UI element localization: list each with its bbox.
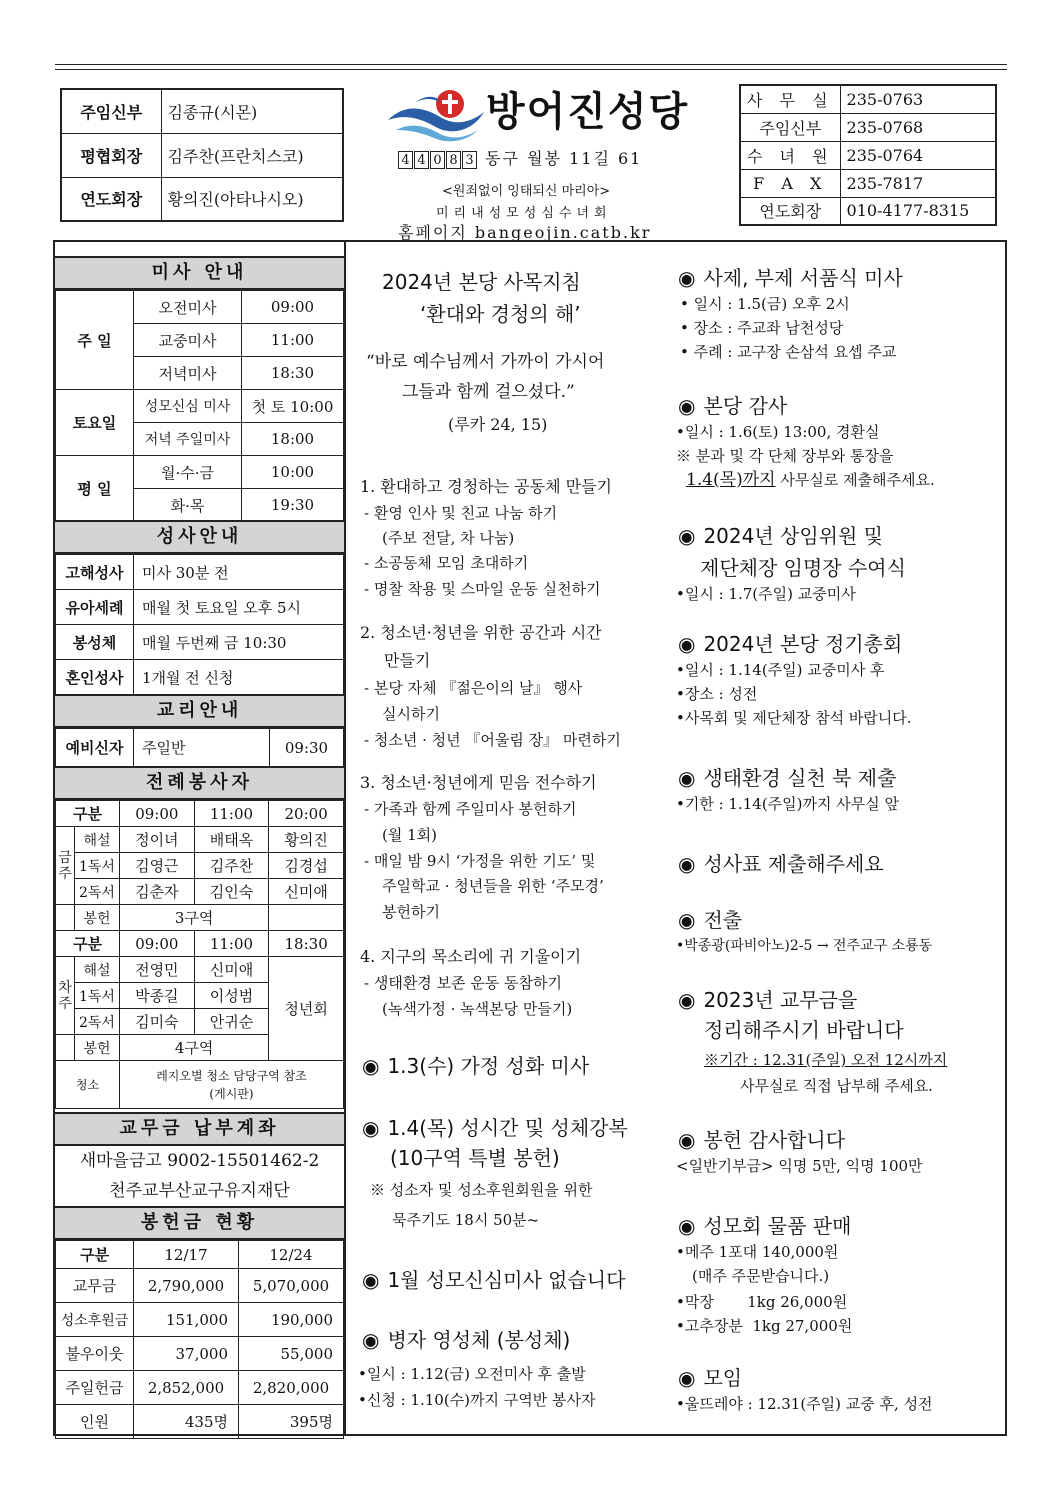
liturgy-role: 봉헌 xyxy=(74,905,119,931)
liturgy-table xyxy=(55,800,344,1109)
notice-title: ◉ 1월 성모신심미사 없습니다 xyxy=(362,1268,626,1292)
notice-body: ※ 성소자 및 성소후원회원을 위한 xyxy=(370,1181,593,1199)
cleaning-note: (게시판) xyxy=(209,1086,254,1101)
mass-name: 성모신심 미사 xyxy=(134,390,242,423)
mass-table xyxy=(55,290,344,522)
notice-body: •일시 : 1.14(주일) 교중미사 후 xyxy=(676,661,885,679)
notice-title: ◉ 2024년 상임위원 및 xyxy=(678,524,883,548)
offering-amount: 2,820,000 xyxy=(239,1371,344,1405)
notice-body: • 주례 : 교구장 손삼석 요셉 주교 xyxy=(680,343,897,361)
offering-category: 인원 xyxy=(56,1405,134,1439)
notice-body: •기한 : 1.14(주일)까지 사무실 앞 xyxy=(676,795,899,813)
account-info xyxy=(55,1146,344,1208)
offering-district: 4구역 xyxy=(120,1035,269,1061)
contact-number: 235-0763 xyxy=(840,85,996,113)
liturgy-person: 안귀순 xyxy=(194,1009,269,1035)
mass-time: 첫 토 10:00 xyxy=(242,390,344,423)
notice-subtitle: 정리해주시기 바랍니다 xyxy=(704,1018,904,1042)
guideline-item: - 가족과 함께 주일미사 봉헌하기 xyxy=(364,800,577,818)
notice-title: ◉ 2024년 본당 정기총회 xyxy=(678,632,903,656)
mass-name: 저녁미사 xyxy=(134,357,242,390)
liturgy-role: 2독서 xyxy=(74,1009,119,1035)
liturgy-time: 09:00 xyxy=(120,931,195,957)
liturgy-person: 배태옥 xyxy=(194,827,269,853)
mass-day: 토요일 xyxy=(56,390,134,456)
offering-amount: 435명 xyxy=(134,1405,239,1439)
mass-name: 오전미사 xyxy=(134,291,242,324)
sacrament-label: 혼인성사 xyxy=(56,660,134,695)
liturgy-col-head: 구분 xyxy=(56,931,120,957)
offering-amount: 55,000 xyxy=(239,1337,344,1371)
staff-table xyxy=(60,88,344,222)
contact-label: 수 녀 원 xyxy=(740,141,840,169)
notice-body: •신청 : 1.10(수)까지 구역반 봉사자 xyxy=(358,1391,596,1409)
liturgy-role: 봉헌 xyxy=(74,1035,119,1061)
mass-name: 저녁 주일미사 xyxy=(134,423,242,456)
staff-value: 김주찬(프란치스코) xyxy=(161,133,343,177)
church-logo-icon xyxy=(386,82,486,142)
guideline-item: - 명찰 착용 및 스마일 운동 실천하기 xyxy=(364,580,601,598)
top-rule xyxy=(55,69,1007,70)
notice-title: ◉ 1.3(수) 가정 성화 미사 xyxy=(362,1054,590,1078)
mass-name: 월·수·금 xyxy=(134,456,242,489)
liturgy-time: 11:00 xyxy=(194,931,269,957)
next-week-label: 차주 xyxy=(56,957,75,1035)
guideline-item: - 생태환경 보존 운동 동참하기 xyxy=(364,974,563,992)
liturgy-person: 정이녀 xyxy=(120,827,195,853)
guideline-heading: 만들기 xyxy=(384,651,431,670)
sacrament-value: 미사 30분 전 xyxy=(134,555,344,590)
address xyxy=(398,146,642,169)
bullet-icon: ◉ xyxy=(678,1128,696,1152)
offering-amount: 2,790,000 xyxy=(134,1269,239,1303)
guideline-item: (녹색가정 · 녹색본당 만들기) xyxy=(382,1000,573,1018)
guideline-heading: 3. 청소년·청년에게 믿음 전수하기 xyxy=(360,773,597,792)
scripture-quote: 그들과 함께 걸으셨다.” xyxy=(402,382,575,402)
account-section-title: 교무금 납부계좌 xyxy=(55,1112,344,1146)
street-address: 동구 월봉 11길 61 xyxy=(485,149,643,168)
notice-body: •일시 : 1.12(금) 오전미사 후 출발 xyxy=(358,1365,586,1383)
liturgy-time: 09:00 xyxy=(120,801,195,827)
liturgy-time: 18:30 xyxy=(269,931,344,957)
guideline-heading: 1. 환대하고 경청하는 공동체 만들기 xyxy=(360,477,612,496)
bullet-icon: ◉ xyxy=(362,1268,380,1292)
bullet-icon: ◉ xyxy=(678,766,696,790)
notice-body: •박종광(파비아노)2-5 → 전주교구 소룡동 xyxy=(676,938,933,954)
notice-body: •막장 1kg 26,000원 xyxy=(676,1293,848,1311)
notice-title: ◉ 1.4(목) 성시간 및 성체강복 xyxy=(362,1116,628,1140)
notice-subtitle: 제단체장 임명장 수여식 xyxy=(700,556,906,580)
liturgy-role: 해설 xyxy=(74,957,119,983)
notice-body: ※기간 : 12.31(주일) 오전 12시까지 xyxy=(704,1051,948,1069)
notice-body: •일시 : 1.7(주일) 교중미사 xyxy=(676,585,856,603)
guideline-item: 주일학교 · 청년들을 위한 ‘주모경’ xyxy=(382,877,604,895)
bullet-icon: ◉ xyxy=(678,988,696,1012)
liturgy-person: 박종길 xyxy=(120,983,195,1009)
sacrament-value: 1개월 전 신청 xyxy=(134,660,344,695)
mass-time: 18:30 xyxy=(242,357,344,390)
offering-category: 주일헌금 xyxy=(56,1371,134,1405)
pastoral-subtitle: ‘환대와 경청의 해’ xyxy=(420,302,581,326)
notice-body: 1.4(목)까지 사무실로 제출해주세요. xyxy=(686,470,935,490)
liturgy-time: 11:00 xyxy=(194,801,269,827)
liturgy-time: 20:00 xyxy=(269,801,344,827)
patron-title: <원죄없이 잉태되신 마리아> xyxy=(442,184,611,199)
guideline-item: - 본당 자체 『젊은이의 날』 행사 xyxy=(364,679,583,697)
offering-amount: 37,000 xyxy=(134,1337,239,1371)
sacrament-label: 유아세례 xyxy=(56,590,134,625)
guideline-item: 봉헌하기 xyxy=(382,903,440,921)
bullet-icon: ◉ xyxy=(678,524,696,548)
mass-time: 09:00 xyxy=(242,291,344,324)
notice-body: (매주 주문받습니다.) xyxy=(692,1267,830,1285)
contact-number: 235-0768 xyxy=(840,113,996,141)
offering-amount: 5,070,000 xyxy=(239,1269,344,1303)
liturgy-person: 신미애 xyxy=(269,879,344,905)
pastoral-title: 2024년 본당 사목지침 xyxy=(382,270,581,294)
offering-category: 성소후원금 xyxy=(56,1303,134,1337)
guideline-item: (주보 전달, 차 나눔) xyxy=(382,529,515,547)
contact-label: 연도회장 xyxy=(740,197,840,225)
catechism-time: 09:30 xyxy=(270,729,344,767)
youth-group: 청년회 xyxy=(269,957,344,1061)
notice-title: ◉ 사제, 부제 서품식 미사 xyxy=(678,266,903,290)
liturgy-person: 김경섭 xyxy=(269,853,344,879)
offering-district: 3구역 xyxy=(120,905,269,931)
notice-body: • 장소 : 주교좌 남천성당 xyxy=(680,319,844,337)
liturgy-col-head: 구분 xyxy=(56,801,120,827)
mass-time: 19:30 xyxy=(242,489,344,522)
bullet-icon: ◉ xyxy=(678,394,696,418)
liturgy-person: 김미숙 xyxy=(120,1009,195,1035)
liturgy-section-title: 전례봉사자 xyxy=(55,766,344,800)
staff-label: 주임신부 xyxy=(61,89,161,133)
notice-title: ◉ 병자 영성체 (봉성체) xyxy=(362,1328,571,1352)
guideline-item: - 매일 밤 9시 ‘가정을 위한 기도’ 및 xyxy=(364,852,596,870)
offering-amount: 151,000 xyxy=(134,1303,239,1337)
sacrament-label: 고해성사 xyxy=(56,555,134,590)
notice-body: •사목회 및 제단체장 참석 바랍니다. xyxy=(676,709,912,727)
notice-body: •일시 : 1.6(토) 13:00, 경환실 xyxy=(676,423,880,441)
sacrament-value: 매월 두번째 금 10:30 xyxy=(134,625,344,660)
offering-amount: 190,000 xyxy=(239,1303,344,1337)
catechism-table xyxy=(55,728,344,767)
scripture-reference: (루카 24, 15) xyxy=(448,415,548,434)
notice-title: ◉ 2023년 교무금을 xyxy=(678,988,858,1012)
guideline-item: - 청소년 · 청년 『어울림 장』 마련하기 xyxy=(364,731,621,749)
mass-time: 18:00 xyxy=(242,423,344,456)
liturgy-role: 2독서 xyxy=(74,879,119,905)
offering-amount: 395명 xyxy=(239,1405,344,1439)
staff-value: 김종규(시몬) xyxy=(161,89,343,133)
sacrament-label: 봉성체 xyxy=(56,625,134,660)
mass-time: 11:00 xyxy=(242,324,344,357)
zip-code: 4 4 0 8 3 xyxy=(398,149,478,168)
mass-day: 주 일 xyxy=(56,291,134,390)
contact-table xyxy=(739,84,997,226)
account-number: 새마을금고 9002-15501462-2 xyxy=(79,1151,320,1171)
liturgy-role: 해설 xyxy=(74,827,119,853)
catechism-section-title: 교리안내 xyxy=(55,694,344,728)
offering-table xyxy=(55,1240,344,1439)
notice-body: •장소 : 성전 xyxy=(676,685,758,703)
convent-name: 미리내성모성심수녀회 xyxy=(436,206,612,221)
bullet-icon: ◉ xyxy=(362,1328,380,1352)
contact-number: 235-7817 xyxy=(840,169,996,197)
offering-head: 12/17 xyxy=(134,1241,239,1269)
homepage-link[interactable]: 홈페이지 bangeojin.catb.kr xyxy=(398,223,652,242)
notice-body: <일반기부금> 익명 5만, 익명 100만 xyxy=(676,1157,923,1175)
guideline-item: - 환영 인사 및 친교 나눔 하기 xyxy=(364,504,558,522)
notice-body: 사무실로 직접 납부해 주세요. xyxy=(740,1077,933,1095)
liturgy-person: 김영근 xyxy=(120,853,195,879)
bullet-icon: ◉ xyxy=(678,632,696,656)
guideline-item: - 소공동체 모임 초대하기 xyxy=(364,554,529,572)
sacrament-section-title: 성사안내 xyxy=(55,520,344,554)
notice-body: •메주 1포대 140,000원 xyxy=(676,1243,839,1261)
notice-title: ◉ 모임 xyxy=(678,1366,743,1390)
mass-section-title: 미사 안내 xyxy=(55,256,344,290)
this-week-label: 금주 xyxy=(56,827,75,905)
notice-title: ◉ 성사표 제출해주세요 xyxy=(678,852,884,876)
bullet-icon: ◉ xyxy=(678,266,696,290)
offering-section-title: 봉헌금 현황 xyxy=(55,1206,344,1240)
bullet-icon: ◉ xyxy=(678,1214,696,1238)
mass-time: 10:00 xyxy=(242,456,344,489)
bullet-icon: ◉ xyxy=(678,1366,696,1390)
offering-head: 구분 xyxy=(56,1241,134,1269)
contact-label: 사 무 실 xyxy=(740,85,840,113)
liturgy-person: 신미애 xyxy=(194,957,269,983)
guideline-item: (월 1회) xyxy=(382,826,437,844)
notice-title: ◉ 성모회 물품 판매 xyxy=(678,1214,852,1238)
bullet-icon: ◉ xyxy=(678,852,696,876)
sacrament-value: 매월 첫 토요일 오후 5시 xyxy=(134,590,344,625)
offering-head: 12/24 xyxy=(239,1241,344,1269)
notice-subtitle: (10구역 특별 봉헌) xyxy=(390,1146,560,1170)
staff-label: 연도회장 xyxy=(61,177,161,221)
liturgy-person: 김주찬 xyxy=(194,853,269,879)
notice-title: ◉ 본당 감사 xyxy=(678,394,788,418)
notice-title: ◉ 봉헌 감사합니다 xyxy=(678,1128,846,1152)
liturgy-person: 황의진 xyxy=(269,827,344,853)
notice-body: •고추장분 1kg 27,000원 xyxy=(676,1317,853,1335)
scripture-quote: “바로 예수님께서 가까이 가시어 xyxy=(366,352,605,372)
guideline-heading: 2. 청소년·청년을 위한 공간과 시간 xyxy=(360,623,602,642)
mass-day: 평 일 xyxy=(56,456,134,522)
catechism-value: 주일반 xyxy=(134,729,270,767)
liturgy-person: 김인숙 xyxy=(194,879,269,905)
account-holder: 천주교부산교구유지재단 xyxy=(109,1181,290,1201)
catechism-label: 예비신자 xyxy=(56,729,134,767)
mass-name: 교중미사 xyxy=(134,324,242,357)
guideline-item: 실시하기 xyxy=(382,705,440,723)
cleaning-label: 청소 xyxy=(56,1061,120,1109)
liturgy-person: 이성범 xyxy=(194,983,269,1009)
mass-name: 화·목 xyxy=(134,489,242,522)
bullet-icon: ◉ xyxy=(678,908,696,932)
liturgy-role: 1독서 xyxy=(74,983,119,1009)
column-divider xyxy=(344,240,346,1436)
offering-category: 교무금 xyxy=(56,1269,134,1303)
liturgy-role: 1독서 xyxy=(74,853,119,879)
bullet-icon: ◉ xyxy=(362,1054,380,1078)
notice-body: 묵주기도 18시 50분~ xyxy=(392,1211,540,1229)
contact-label: F A X xyxy=(740,169,840,197)
staff-value: 황의진(아타나시오) xyxy=(161,177,343,221)
notice-body: • 일시 : 1.5(금) 오후 2시 xyxy=(680,295,850,313)
staff-label: 평협회장 xyxy=(61,133,161,177)
contact-number: 010-4177-8315 xyxy=(840,197,996,225)
liturgy-person: 전영민 xyxy=(120,957,195,983)
offering-amount: 2,852,000 xyxy=(134,1371,239,1405)
liturgy-person: 김춘자 xyxy=(120,879,195,905)
notice-title: ◉ 전출 xyxy=(678,908,743,932)
contact-label: 주임신부 xyxy=(740,113,840,141)
contact-number: 235-0764 xyxy=(840,141,996,169)
guideline-heading: 4. 지구의 목소리에 귀 기울이기 xyxy=(360,947,582,966)
top-rule xyxy=(55,64,1007,65)
cleaning-value: 레지오별 청소 담당구역 참조 xyxy=(156,1068,307,1083)
notice-body: •울뜨레야 : 12.31(주일) 교중 후, 성전 xyxy=(676,1395,933,1413)
sacrament-table xyxy=(55,554,344,695)
notice-title: ◉ 생태환경 실천 북 제출 xyxy=(678,766,897,790)
notice-body: ※ 분과 및 각 단체 장부와 통장을 xyxy=(676,447,894,465)
offering-category: 불우이웃 xyxy=(56,1337,134,1371)
church-name: 방어진성당 xyxy=(486,89,690,135)
bullet-icon: ◉ xyxy=(362,1116,380,1140)
